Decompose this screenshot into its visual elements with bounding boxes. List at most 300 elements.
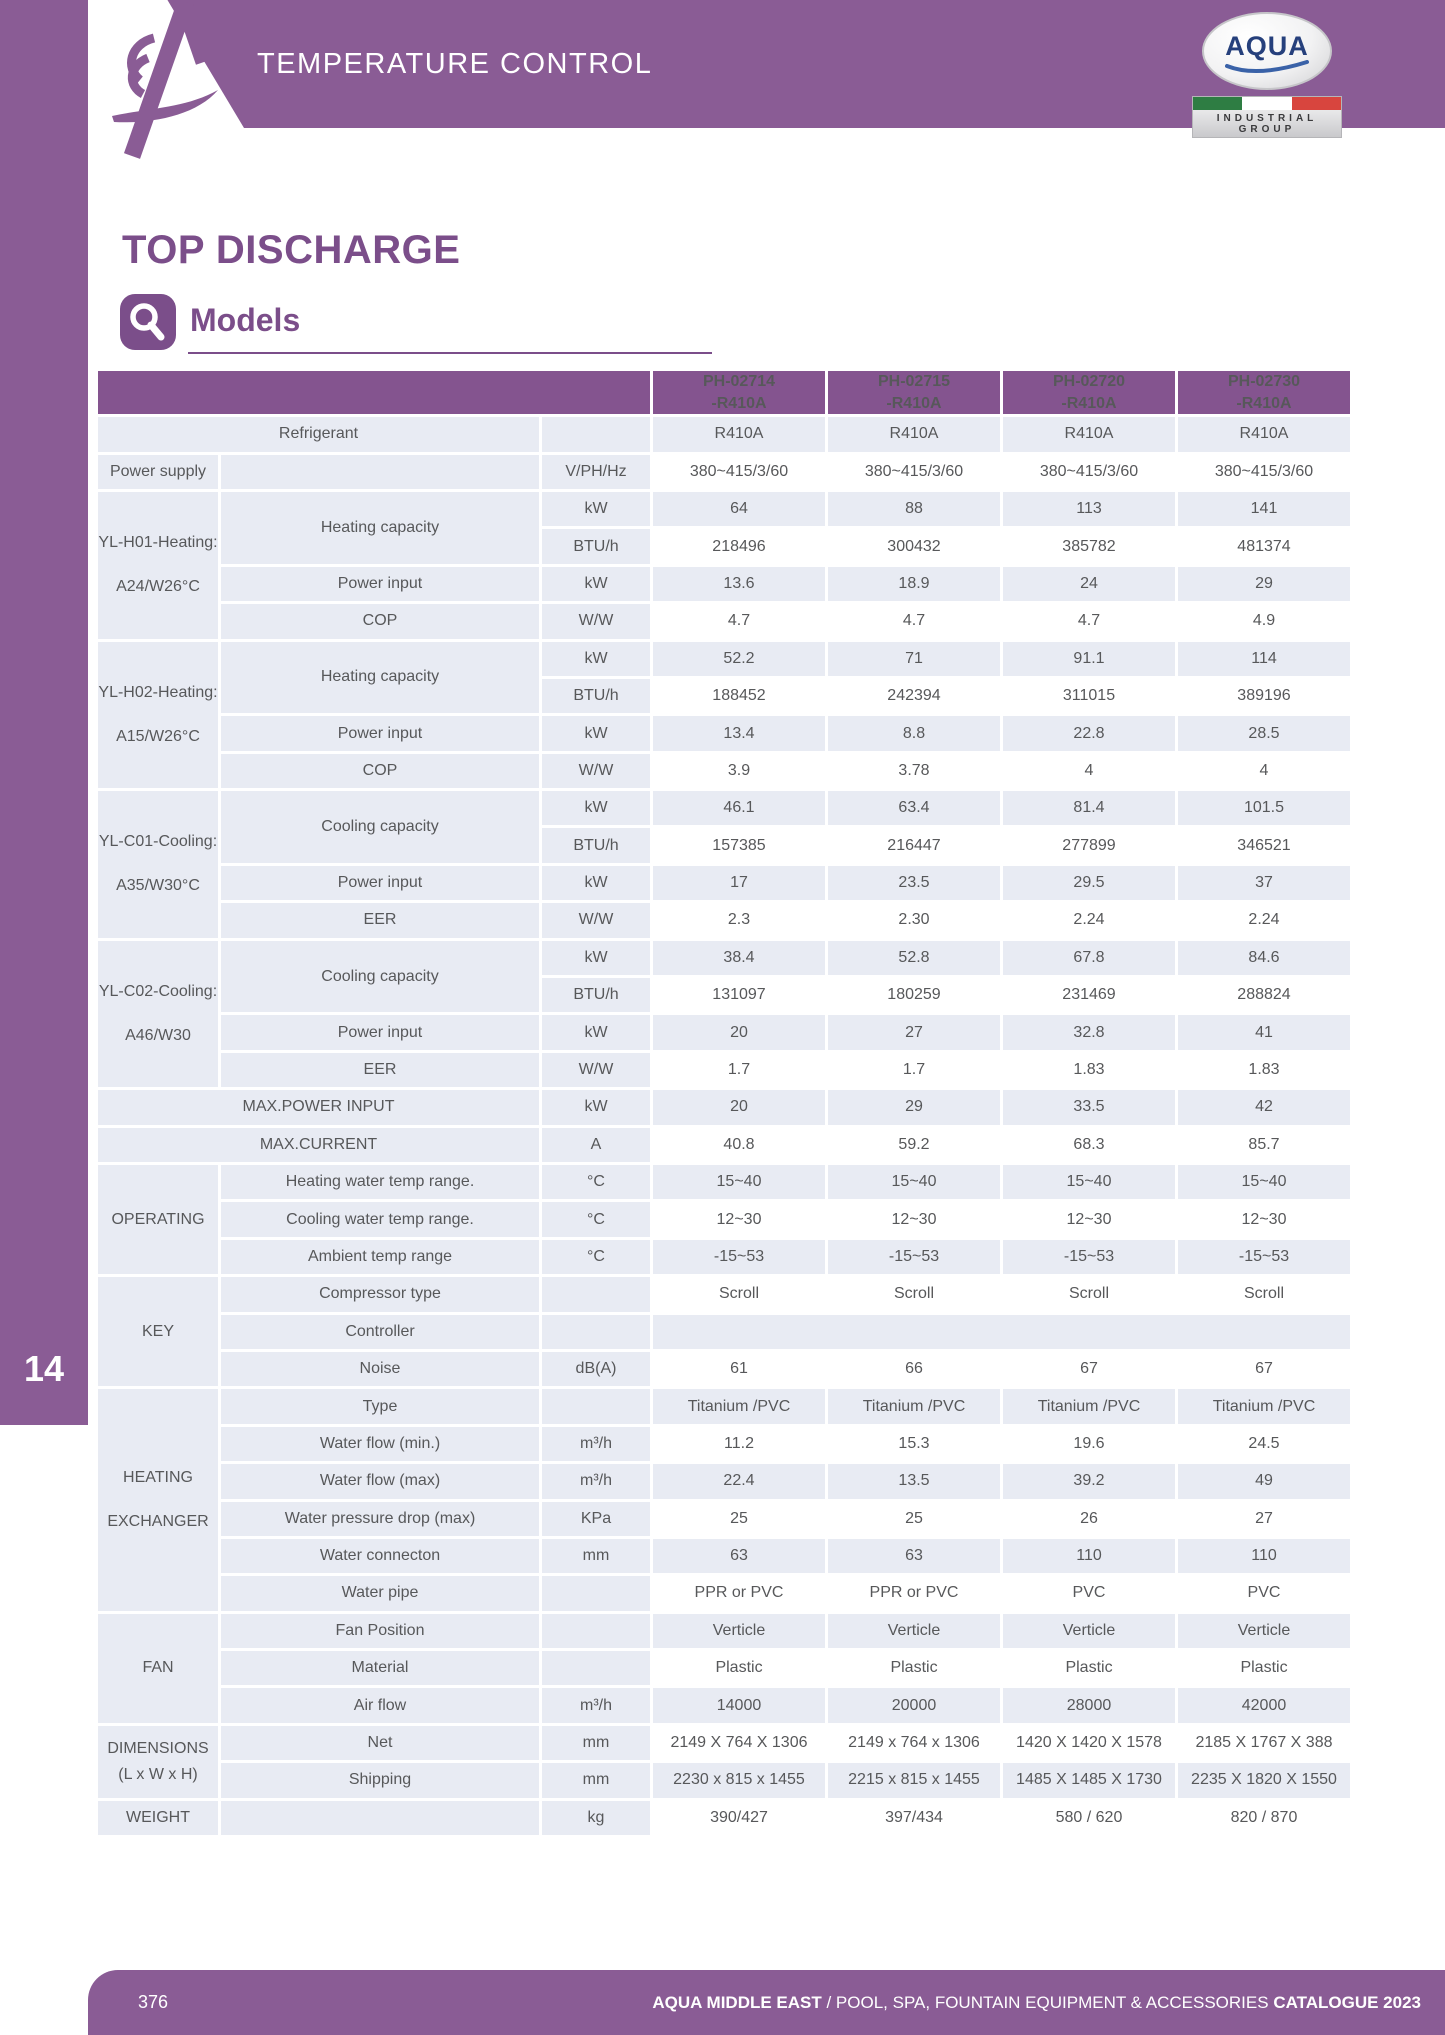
value-cell: 15~40 [1003, 1165, 1175, 1199]
table-row [98, 1202, 1350, 1236]
row-label: Heating capacity [221, 492, 539, 564]
model-name-line1: PH-02714 [702, 373, 776, 390]
value-cell: 68.3 [1003, 1128, 1175, 1162]
group-label-line: A35/W30°C [116, 877, 200, 895]
value-cell: 110 [1178, 1539, 1350, 1573]
value-cell: R410A [1178, 417, 1350, 451]
row-label: Shipping [221, 1763, 539, 1797]
row-label: Type [221, 1389, 539, 1423]
row-label: COP [221, 604, 539, 638]
group-label [98, 455, 218, 489]
group-label-line: WEIGHT [126, 1808, 190, 1826]
value-cell: 141 [1178, 492, 1350, 526]
row-label: Power input [221, 1015, 539, 1049]
group-label-line: YL-C02-Cooling: [98, 982, 218, 1000]
value-cell: 42000 [1178, 1688, 1350, 1722]
value-cell: 88 [828, 492, 1000, 526]
value-cell: 231469 [1003, 978, 1175, 1012]
value-cell: 3.78 [828, 754, 1000, 788]
value-cell: 20 [653, 1015, 825, 1049]
value-cell: Verticle [653, 1614, 825, 1648]
row-label: Water pressure drop (max) [221, 1502, 539, 1536]
unit-cell: kW [542, 1015, 650, 1049]
row-label: Heating capacity [221, 642, 539, 714]
value-cell: 385782 [1003, 529, 1175, 563]
value-cell: 15~40 [828, 1165, 1000, 1199]
group-label-line: OPERATING [111, 1210, 205, 1228]
value-cell: 40.8 [653, 1128, 825, 1162]
row-label: Cooling capacity [221, 941, 539, 1013]
value-cell: 67 [1178, 1352, 1350, 1386]
value-cell: 157385 [653, 828, 825, 862]
table-row [98, 1726, 1350, 1760]
unit-cell: BTU/h [542, 529, 650, 563]
unit-cell: kW [542, 941, 650, 975]
value-cell: 52.2 [653, 642, 825, 676]
group-label-line: YL-H01-Heating: [98, 534, 218, 552]
footer-caption [652, 1993, 1421, 2013]
value-cell: 29 [1178, 567, 1350, 601]
table-row [98, 1763, 1350, 1797]
value-cell: Scroll [1178, 1277, 1350, 1311]
group-label-line: DIMENSIONS [107, 1739, 209, 1757]
value-cell: Titanium /PVC [1003, 1389, 1175, 1423]
value-cell: 113 [1003, 492, 1175, 526]
group-label-line: Power supply [109, 462, 207, 480]
row-label: Fan Position [221, 1614, 539, 1648]
value-cell: Plastic [1003, 1651, 1175, 1685]
row-label: Power input [221, 716, 539, 750]
footer-middle: / POOL, SPA, FOUNTAIN EQUIPMENT & ACCESSORIES [821, 1992, 1274, 2012]
unit-cell: W/W [542, 903, 650, 937]
aqua-logo-ellipse [1202, 12, 1332, 90]
value-cell: 22.4 [653, 1464, 825, 1498]
value-cell: Plastic [653, 1651, 825, 1685]
row-label: MAX.POWER INPUT [98, 1090, 539, 1124]
group-label [98, 642, 218, 789]
value-cell: 14000 [653, 1688, 825, 1722]
value-cell: R410A [828, 417, 1000, 451]
row-label: Water flow (max) [221, 1464, 539, 1498]
row-label: MAX.CURRENT [98, 1128, 539, 1162]
value-cell: -15~53 [1003, 1240, 1175, 1274]
group-label-line: A24/W26°C [116, 578, 200, 596]
unit-cell: W/W [542, 604, 650, 638]
row-label: Power input [221, 567, 539, 601]
side-strip [0, 0, 88, 1425]
group-label-line: A46/W30 [125, 1026, 191, 1044]
value-cell: 380~415/3/60 [828, 455, 1000, 489]
value-cell: 180259 [828, 978, 1000, 1012]
row-label: EER [221, 1053, 539, 1087]
value-cell: Verticle [828, 1614, 1000, 1648]
model-column-header [1003, 371, 1175, 414]
unit-cell: kW [542, 1090, 650, 1124]
value-cell: Scroll [828, 1277, 1000, 1311]
group-label-line: KEY [141, 1322, 174, 1340]
row-label: Power input [221, 866, 539, 900]
value-cell: 28000 [1003, 1688, 1175, 1722]
table-row [98, 604, 1350, 638]
value-cell: 15~40 [653, 1165, 825, 1199]
table-row [98, 492, 1350, 526]
value-cell: 1485 X 1485 X 1730 [1003, 1763, 1175, 1797]
row-label: Noise [221, 1352, 539, 1386]
group-label-line: EXCHANGER [107, 1513, 209, 1531]
value-cell: 311015 [1003, 679, 1175, 713]
value-cell: 84.6 [1178, 941, 1350, 975]
value-cell: 15~40 [1178, 1165, 1350, 1199]
row-label: EER [221, 903, 539, 937]
unit-cell: kW [542, 791, 650, 825]
unit-cell: m³/h [542, 1464, 650, 1498]
unit-cell [542, 1576, 650, 1610]
value-cell: 2.24 [1003, 903, 1175, 937]
value-cell: 2.30 [828, 903, 1000, 937]
unit-cell: kW [542, 492, 650, 526]
group-label-line: YL-H02-Heating: [98, 683, 218, 701]
value-cell: 64 [653, 492, 825, 526]
value-cell: Scroll [1003, 1277, 1175, 1311]
value-cell: 29.5 [1003, 866, 1175, 900]
group-label [98, 791, 218, 938]
group-label-line: (L x W x H) [118, 1765, 198, 1783]
row-label: Water pipe [221, 1576, 539, 1610]
value-cell: 2185 X 1767 X 388 [1178, 1726, 1350, 1760]
page-number: 376 [138, 1992, 169, 2012]
footer-edition: CATALOGUE 2023 [1273, 1992, 1421, 2012]
value-cell: -15~53 [1178, 1240, 1350, 1274]
value-cell: 27 [1178, 1502, 1350, 1536]
model-column-header [828, 371, 1000, 414]
value-cell: 242394 [828, 679, 1000, 713]
value-cell: 114 [1178, 642, 1350, 676]
value-cell: 380~415/3/60 [1003, 455, 1175, 489]
value-cell: 39.2 [1003, 1464, 1175, 1498]
unit-cell: BTU/h [542, 978, 650, 1012]
value-cell: 85.7 [1178, 1128, 1350, 1162]
unit-cell: kg [542, 1801, 650, 1835]
model-name-line2: -R410A [711, 394, 767, 412]
value-cell: 397/434 [828, 1801, 1000, 1835]
value-cell: 580 / 620 [1003, 1801, 1175, 1835]
table-row [98, 1614, 1350, 1648]
value-cell: 24.5 [1178, 1427, 1350, 1461]
row-label [221, 455, 539, 489]
value-cell: 1420 X 1420 X 1578 [1003, 1726, 1175, 1760]
unit-cell: kW [542, 866, 650, 900]
value-cell: 32.8 [1003, 1015, 1175, 1049]
value-cell: 1.83 [1178, 1053, 1350, 1087]
group-label [98, 1277, 218, 1386]
page-title: TOP DISCHARGE [122, 228, 461, 272]
models-heading: Models [190, 302, 301, 338]
table-row [98, 455, 1350, 489]
value-cell: 12~30 [1003, 1202, 1175, 1236]
unit-cell: m³/h [542, 1427, 650, 1461]
value-cell: 42 [1178, 1090, 1350, 1124]
row-label: Water flow (min.) [221, 1427, 539, 1461]
table-row [98, 903, 1350, 937]
table-row [98, 1315, 1350, 1349]
value-cell: Verticle [1178, 1614, 1350, 1648]
value-cell: 20 [653, 1090, 825, 1124]
value-cell: 4.7 [653, 604, 825, 638]
value-cell: 1.83 [1003, 1053, 1175, 1087]
value-cell: PVC [1178, 1576, 1350, 1610]
table-row [98, 1277, 1350, 1311]
value-cell: 25 [653, 1502, 825, 1536]
row-label: Material [221, 1651, 539, 1685]
value-cell: 20000 [828, 1688, 1000, 1722]
value-cell: Titanium /PVC [653, 1389, 825, 1423]
group-label [98, 492, 218, 639]
value-cell: 2.3 [653, 903, 825, 937]
unit-cell: kW [542, 716, 650, 750]
industrial-group-label: INDUSTRIAL GROUP [1193, 110, 1341, 137]
spec-table [95, 368, 1353, 1838]
value-cell: R410A [1003, 417, 1175, 451]
value-cell: 2230 x 815 x 1455 [653, 1763, 825, 1797]
value-cell: 26 [1003, 1502, 1175, 1536]
value-cell: 8.8 [828, 716, 1000, 750]
value-cell: 218496 [653, 529, 825, 563]
value-cell: 22.8 [1003, 716, 1175, 750]
row-label: Cooling water temp range. [221, 1202, 539, 1236]
value-cell: 49 [1178, 1464, 1350, 1498]
value-cell: 23.5 [828, 866, 1000, 900]
unit-cell: W/W [542, 754, 650, 788]
value-cell: 63.4 [828, 791, 1000, 825]
value-cell: 277899 [1003, 828, 1175, 862]
unit-cell: m³/h [542, 1688, 650, 1722]
value-cell: 12~30 [1178, 1202, 1350, 1236]
unit-cell: W/W [542, 1053, 650, 1087]
unit-cell: kW [542, 567, 650, 601]
model-name-line1: PH-02720 [1052, 373, 1126, 390]
value-cell: 59.2 [828, 1128, 1000, 1162]
row-label: Compressor type [221, 1277, 539, 1311]
unit-cell: °C [542, 1165, 650, 1199]
value-cell: 18.9 [828, 567, 1000, 601]
unit-cell [542, 1614, 650, 1648]
table-row [98, 941, 1350, 975]
table-row [98, 754, 1350, 788]
value-cell: Verticle [1003, 1614, 1175, 1648]
value-cell: 12~30 [828, 1202, 1000, 1236]
value-cell: 390/427 [653, 1801, 825, 1835]
table-row [98, 1090, 1350, 1124]
value-cell: 2215 x 815 x 1455 [828, 1763, 1000, 1797]
unit-cell: mm [542, 1726, 650, 1760]
group-label-line: YL-C01-Cooling: [98, 833, 218, 851]
value-cell: 11.2 [653, 1427, 825, 1461]
table-row [98, 1427, 1350, 1461]
value-cell: 4 [1178, 754, 1350, 788]
value-cell: 37 [1178, 866, 1350, 900]
value-cell: 216447 [828, 828, 1000, 862]
aqua-wave-icon [1225, 60, 1309, 76]
value-cell: 380~415/3/60 [1178, 455, 1350, 489]
row-label: Controller [221, 1315, 539, 1349]
unit-cell: dB(A) [542, 1352, 650, 1386]
table-row [98, 866, 1350, 900]
group-label-line: A15/W26°C [116, 727, 200, 745]
table-row [98, 1801, 1350, 1835]
model-column-header [1178, 371, 1350, 414]
table-row [98, 417, 1350, 451]
table-row [98, 1688, 1350, 1722]
value-cell: 131097 [653, 978, 825, 1012]
value-cell: 13.4 [653, 716, 825, 750]
row-label: Cooling capacity [221, 791, 539, 863]
value-cell: -15~53 [653, 1240, 825, 1274]
unit-cell: mm [542, 1763, 650, 1797]
model-name-line2: -R410A [1061, 394, 1117, 412]
row-label: COP [221, 754, 539, 788]
unit-cell [542, 1277, 650, 1311]
value-cell: 13.5 [828, 1464, 1000, 1498]
value-cell: 188452 [653, 679, 825, 713]
value-cell: 46.1 [653, 791, 825, 825]
table-row [98, 1165, 1350, 1199]
value-cell: 67 [1003, 1352, 1175, 1386]
spec-table-body [98, 417, 1350, 1835]
table-row [98, 1053, 1350, 1087]
unit-cell: °C [542, 1240, 650, 1274]
group-label [98, 1801, 218, 1835]
unit-cell: V/PH/Hz [542, 455, 650, 489]
value-cell: 13.6 [653, 567, 825, 601]
group-label [98, 1165, 218, 1274]
value-cell: 4.7 [828, 604, 1000, 638]
unit-cell [542, 1651, 650, 1685]
value-cell: 25 [828, 1502, 1000, 1536]
value-cell [653, 1315, 1350, 1349]
table-row [98, 1502, 1350, 1536]
table-row [98, 1352, 1350, 1386]
value-cell: 38.4 [653, 941, 825, 975]
row-label: Heating water temp range. [221, 1165, 539, 1199]
value-cell: Scroll [653, 1277, 825, 1311]
value-cell: PPR or PVC [653, 1576, 825, 1610]
value-cell: 71 [828, 642, 1000, 676]
value-cell: -15~53 [828, 1240, 1000, 1274]
value-cell: 1.7 [828, 1053, 1000, 1087]
value-cell: Plastic [828, 1651, 1000, 1685]
value-cell: 52.8 [828, 941, 1000, 975]
row-label: Net [221, 1726, 539, 1760]
value-cell: 24 [1003, 567, 1175, 601]
value-cell: R410A [653, 417, 825, 451]
model-name-line2: -R410A [886, 394, 942, 412]
value-cell: 63 [828, 1539, 1000, 1573]
value-cell: 481374 [1178, 529, 1350, 563]
value-cell: 28.5 [1178, 716, 1350, 750]
group-label-line: FAN [142, 1659, 174, 1677]
unit-cell: BTU/h [542, 828, 650, 862]
value-cell: 4.7 [1003, 604, 1175, 638]
value-cell: 17 [653, 866, 825, 900]
table-row [98, 1539, 1350, 1573]
unit-cell: BTU/h [542, 679, 650, 713]
value-cell: 15.3 [828, 1427, 1000, 1461]
table-row [98, 791, 1350, 825]
italian-flag [1193, 97, 1341, 110]
industrial-group-badge [1192, 96, 1342, 138]
unit-cell: mm [542, 1539, 650, 1573]
search-icon [120, 294, 176, 350]
table-row [98, 1015, 1350, 1049]
value-cell: 300432 [828, 529, 1000, 563]
unit-cell [542, 1315, 650, 1349]
value-cell: 66 [828, 1352, 1000, 1386]
row-label: Refrigerant [98, 417, 539, 451]
row-label: Air flow [221, 1688, 539, 1722]
value-cell: 2149 X 764 X 1306 [653, 1726, 825, 1760]
table-row [98, 567, 1350, 601]
unit-cell: KPa [542, 1502, 650, 1536]
group-label-line: HEATING [123, 1469, 193, 1487]
value-cell: 63 [653, 1539, 825, 1573]
group-label [98, 1389, 218, 1610]
unit-cell: °C [542, 1202, 650, 1236]
value-cell: Plastic [1178, 1651, 1350, 1685]
value-cell: 288824 [1178, 978, 1350, 1012]
value-cell: 820 / 870 [1178, 1801, 1350, 1835]
value-cell: 67.8 [1003, 941, 1175, 975]
value-cell: PPR or PVC [828, 1576, 1000, 1610]
value-cell: 4 [1003, 754, 1175, 788]
value-cell: 1.7 [653, 1053, 825, 1087]
table-row [98, 1576, 1350, 1610]
value-cell: 2149 x 764 x 1306 [828, 1726, 1000, 1760]
unit-cell: A [542, 1128, 650, 1162]
row-label: Water connecton [221, 1539, 539, 1573]
table-row [98, 1651, 1350, 1685]
aqua-logo [1192, 12, 1342, 138]
value-cell: 380~415/3/60 [653, 455, 825, 489]
value-cell: Titanium /PVC [828, 1389, 1000, 1423]
model-name-line1: PH-02715 [877, 373, 951, 390]
value-cell: 29 [828, 1090, 1000, 1124]
value-cell: 12~30 [653, 1202, 825, 1236]
brand-a-icon [98, 2, 232, 162]
value-cell: 27 [828, 1015, 1000, 1049]
table-row [98, 1128, 1350, 1162]
group-label [98, 1614, 218, 1723]
row-label [221, 1801, 539, 1835]
table-row [98, 1240, 1350, 1274]
group-label [98, 941, 218, 1088]
value-cell: 110 [1003, 1539, 1175, 1573]
model-name-line2: -R410A [1236, 394, 1292, 412]
value-cell: 91.1 [1003, 642, 1175, 676]
table-row [98, 642, 1350, 676]
chapter-tab: 14 [23, 1348, 65, 1389]
value-cell: 3.9 [653, 754, 825, 788]
value-cell: 81.4 [1003, 791, 1175, 825]
value-cell: 33.5 [1003, 1090, 1175, 1124]
table-row [98, 1389, 1350, 1423]
value-cell: Titanium /PVC [1178, 1389, 1350, 1423]
row-label: Ambient temp range [221, 1240, 539, 1274]
value-cell: PVC [1003, 1576, 1175, 1610]
unit-cell [542, 417, 650, 451]
header-blank-cell [98, 371, 650, 414]
group-label [98, 1726, 218, 1798]
table-row [98, 1464, 1350, 1498]
